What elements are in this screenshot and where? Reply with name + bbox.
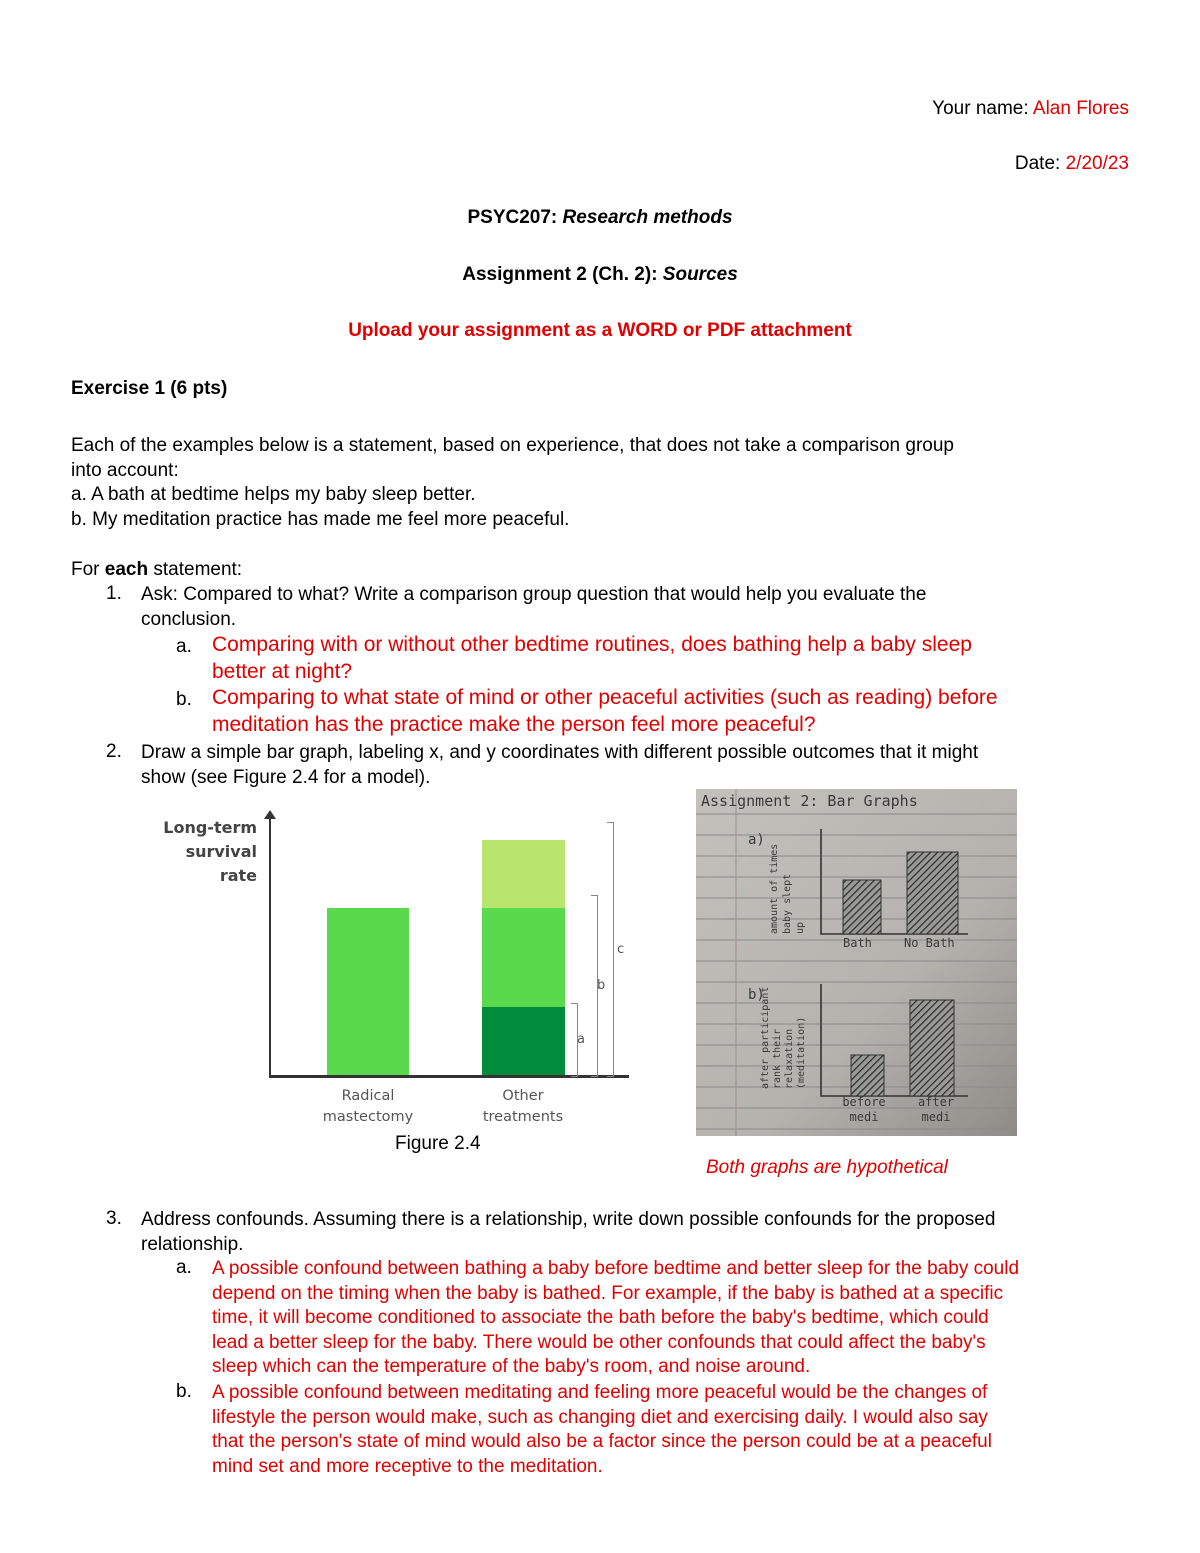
date-value: 2/20/23 xyxy=(1065,153,1129,174)
chart-y-label-line-2: survival rate xyxy=(185,842,257,885)
item-3a-marker: a. xyxy=(176,1257,192,1278)
assignment-prefix: Assignment 2 (Ch. 2): xyxy=(462,264,663,285)
answer-3a-line-3: time, it will become conditioned to associate the bath before the baby's bedtime, which could xyxy=(212,1307,989,1328)
exercise-title: Exercise 1 (6 pts) xyxy=(71,378,228,399)
handwritten-bar-graphs-photo xyxy=(696,789,1017,1136)
answer-3b xyxy=(212,1381,992,1479)
answer-3b-line-4: mind set and more receptive to the meditation. xyxy=(212,1455,603,1477)
answer-1b xyxy=(212,685,998,738)
item-3-line-1: Address confounds. Assuming there is a relationship, write down possible confounds for the proposed xyxy=(141,1209,996,1230)
example-b: b. My meditation practice has made me feel more peaceful. xyxy=(71,508,570,530)
answer-1a xyxy=(212,632,972,685)
photo-a-x2: No Bath xyxy=(904,936,955,950)
chart-bar-other-treatments xyxy=(482,840,565,1075)
answer-3a-line-4: lead a better sleep for the baby. There would be other confounds that could affect the baby's xyxy=(212,1331,986,1353)
photo-b-ylabel-3: relaxation xyxy=(784,1028,795,1089)
chart-y-axis xyxy=(269,814,271,1078)
photo-b-ylabel-2: rank their xyxy=(772,1028,783,1089)
item-3-text xyxy=(141,1208,995,1257)
item-3-number: 3. xyxy=(106,1208,122,1229)
item-2-text xyxy=(141,741,978,790)
answer-3a-line-1: A possible confound between bathing a baby before bedtime and better sleep for the baby could xyxy=(212,1258,1020,1279)
photo-a-ylabel-1: amount of times xyxy=(769,843,780,934)
chart-y-arrow xyxy=(264,810,276,819)
intro-line-2: into account: xyxy=(71,459,179,481)
bracket-c xyxy=(607,822,614,1077)
photo-b-ylabel xyxy=(760,987,808,1089)
figure-2-4 xyxy=(140,810,660,1130)
name-value: Alan Flores xyxy=(1032,98,1129,119)
item-2-line-1: Draw a simple bar graph, labeling x, and y coordinates with different possible outcomes that it might xyxy=(141,742,979,763)
photo-b-ylabel-4: (meditation) xyxy=(796,1016,807,1089)
answer-3a xyxy=(212,1257,1019,1380)
chart-bar-segment-2-1 xyxy=(482,1007,565,1075)
assignment-title xyxy=(0,264,1200,286)
photo-a-x1: Bath xyxy=(843,936,872,950)
example-a: a. A bath at bedtime helps my baby sleep better. xyxy=(71,484,476,505)
name-line xyxy=(932,98,1129,120)
answer-3a-line-5: sleep which can the temperature of the baby's room, and noise around. xyxy=(212,1356,811,1377)
photo-b-ylabel-1: after participant xyxy=(760,986,771,1089)
photo-a-label: a) xyxy=(748,832,765,848)
chart-bar-radical-mastectomy xyxy=(327,908,409,1075)
item-1a-marker: a. xyxy=(176,636,192,657)
date-label: Date: xyxy=(1014,153,1066,174)
date-line xyxy=(1015,153,1129,175)
chart-x-label-radical xyxy=(308,1086,428,1128)
photo-b-label: b) xyxy=(748,987,765,1003)
photo-a-ylabel-3: up xyxy=(795,921,806,934)
for-each-pre: For xyxy=(71,559,105,580)
answer-3b-line-1: A possible confound between meditating and feeling more peaceful would be the changes of xyxy=(212,1382,988,1403)
photo-b-x2 xyxy=(906,1095,966,1125)
photo-b-x1-line-2: medi xyxy=(849,1110,879,1124)
photo-b-x2-line-1: after xyxy=(917,1095,955,1109)
chart-y-label xyxy=(145,816,257,888)
intro-line-1: Each of the examples below is a statement, based on experience, that does not take a comparison group xyxy=(71,435,954,456)
bracket-a-label: a xyxy=(577,1032,585,1047)
answer-1b-line-2: meditation has the practice make the person feel more peaceful? xyxy=(212,712,816,736)
photo-a-ylabel xyxy=(768,844,807,934)
answer-3b-line-2: lifestyle the person would make, such as changing diet and exercising daily. I would also say xyxy=(212,1406,988,1428)
item-1-text xyxy=(141,583,926,632)
item-2-number: 2. xyxy=(106,741,122,762)
notebook-lines xyxy=(696,789,1017,1136)
item-1-number: 1. xyxy=(106,583,122,604)
intro-text xyxy=(71,434,954,532)
course-title xyxy=(0,207,1200,229)
chart-x-label-other-line-2: treatments xyxy=(482,1109,564,1125)
answer-3a-line-2: depend on the timing when the baby is bathed. For example, if the baby is bathed at a specific xyxy=(212,1282,1004,1304)
upload-notice: Upload your assignment as a WORD or PDF attachment xyxy=(348,320,852,341)
chart-x-label-other xyxy=(463,1086,583,1128)
answer-1a-line-1: Comparing with or without other bedtime routines, does bathing help a baby sleep xyxy=(212,633,972,656)
chart-bar-segment-2-2 xyxy=(482,908,565,1007)
chart-bar-segment-1-1 xyxy=(327,908,409,1075)
chart-y-label-line-1: Long-term xyxy=(163,818,257,837)
photo-b-x2-line-2: medi xyxy=(921,1110,951,1124)
answer-1b-line-1: Comparing to what state of mind or other peaceful activities (such as reading) before xyxy=(212,686,998,709)
item-1b-marker: b. xyxy=(176,689,192,710)
photo-title: Assignment 2: Bar Graphs xyxy=(701,792,918,810)
course-code: PSYC207: xyxy=(467,207,563,228)
chart-x-label-other-line-1: Other xyxy=(502,1088,544,1104)
item-1-line-1: Ask: Compared to what? Write a comparison group question that would help you evaluate the xyxy=(141,584,927,605)
bracket-c-label: c xyxy=(617,942,625,957)
photo-a-ylabel-2: baby slept xyxy=(782,873,793,934)
chart-x-label-radical-line-1: Radical xyxy=(341,1088,395,1104)
name-label: Your name: xyxy=(932,98,1033,119)
chart-bar-segment-2-3 xyxy=(482,840,565,908)
item-1-line-2: conclusion. xyxy=(141,608,237,630)
for-each-post: statement: xyxy=(148,559,243,580)
bracket-b-label: b xyxy=(597,978,606,993)
item-2-line-2: show (see Figure 2.4 for a model). xyxy=(141,766,431,788)
chart-x-label-radical-line-2: mastectomy xyxy=(322,1109,414,1125)
for-each-line xyxy=(71,558,242,583)
course-name: Research methods xyxy=(562,207,733,228)
item-3-line-2: relationship. xyxy=(141,1233,244,1255)
photo-b-x1-line-1: before xyxy=(842,1095,886,1109)
figure-caption: Figure 2.4 xyxy=(395,1133,481,1154)
answer-3b-line-3: that the person's state of mind would also be a factor since the person could be at a peaceful xyxy=(212,1431,992,1452)
answer-1a-line-2: better at night? xyxy=(212,659,353,683)
for-each-bold: each xyxy=(104,559,149,580)
photo-b-x1 xyxy=(834,1095,894,1125)
item-3b-marker: b. xyxy=(176,1381,192,1402)
assignment-topic: Sources xyxy=(662,264,738,285)
hypothetical-note: Both graphs are hypothetical xyxy=(706,1157,948,1178)
